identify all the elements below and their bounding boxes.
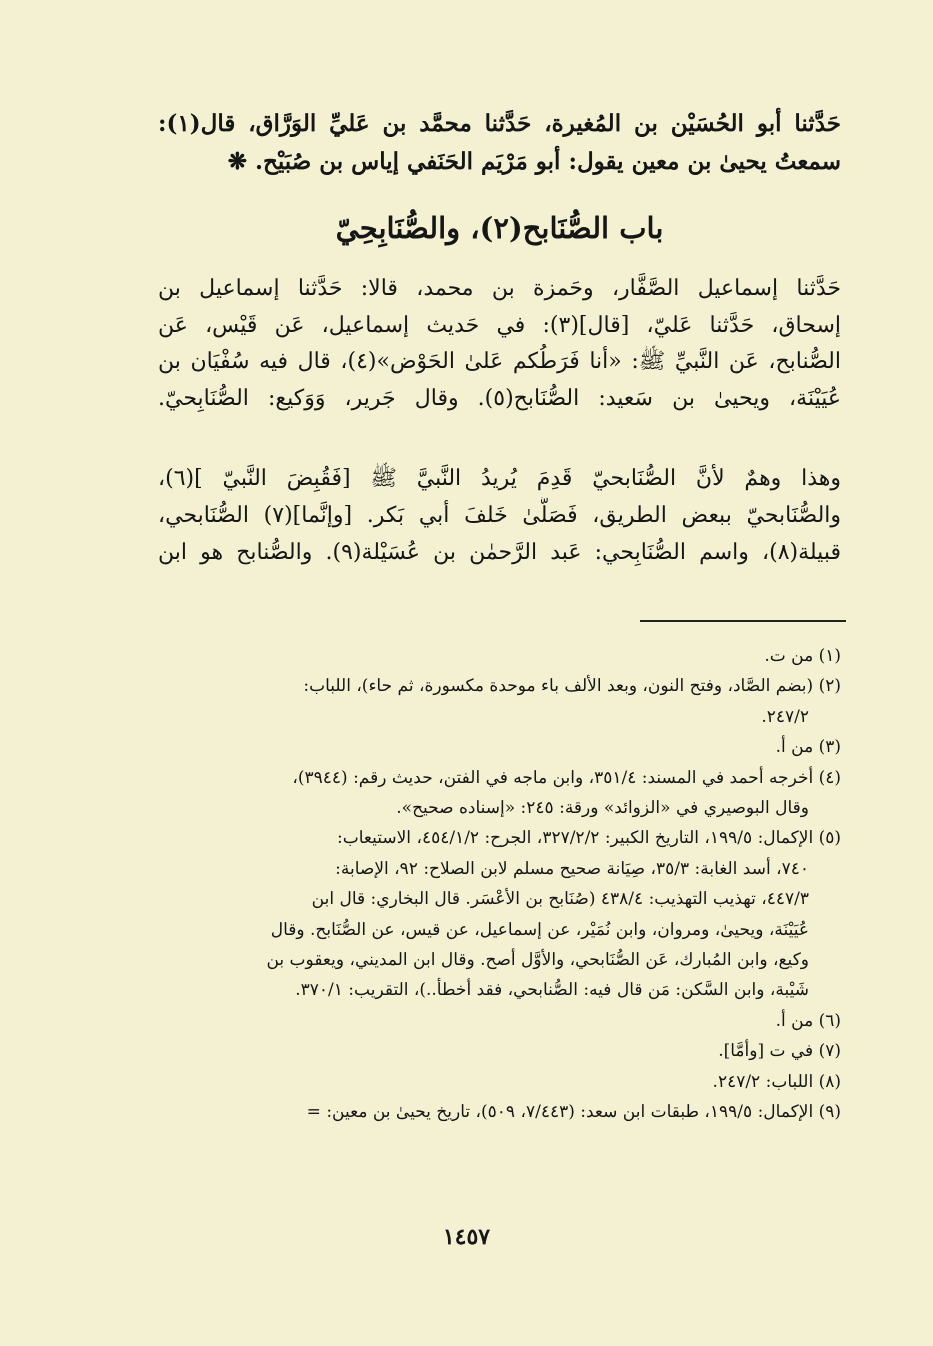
paragraph-1 xyxy=(158,271,841,417)
footnote-5-cont-1: ٧٤٠، أسد الغابة: ٣٥/٣، صِيَانة صحيح مسلم لابن الصلاح: ٩٢، الإصابة: xyxy=(335,858,809,879)
footnote-6: (٦) من أ. xyxy=(775,1010,841,1031)
page-number: ١٤٥٧ xyxy=(442,1224,491,1250)
footnote-5-cont-2: ٤٤٧/٣، تهذيب التهذيب: ٤٣٨/٤ (صُنَابح بن الأعْسَر. قال البخاري: قال ابن xyxy=(311,889,809,910)
footnote-5: (٥) الإكمال: ١٩٩/٥، التاريخ الكبير: ٣٢٧/٢/٢، الجرح: ٤٥٤/١/٢، الاستيعاب: xyxy=(337,828,841,849)
footnotes xyxy=(128,641,841,1128)
paragraph-1-line-2: إسحاق، حَدَّثنا عَليّ، [قال](٣): في حَديث إسماعيل، عَن قَيْس، عَن xyxy=(158,312,841,338)
intro-line-2: سمعتُ يحيىٰ بن معين يقول: أبو مَرْيَم الحَنَفي إياس بن صُبَيْح. ❋ xyxy=(227,148,841,175)
intro-paragraph xyxy=(158,105,841,181)
footnote-separator xyxy=(640,620,846,622)
footnote-5-cont-3: عُيَيْنَة، ويحيىٰ، ومروان، وابن نُمَيْر، عن إسماعيل، عن قيس، عن الصُّنَابح. وقال xyxy=(270,919,809,940)
paragraph-2 xyxy=(158,460,841,571)
paragraph-1-line-4: عُيَيْنَة، ويحيىٰ بن سَعيد: الصُّنَابح(٥). وقال جَرير، وَوَكيع: الصُّنَابِحيّ. xyxy=(158,385,841,411)
paragraph-2-line-1: وهذا وهمٌ لأنَّ الصُّنَابحيّ قَدِمَ يُريدُ النَّبيَّ ﷺ [فَقُبِضَ النَّبيّ ](٦)، xyxy=(158,466,841,491)
paragraph-2-line-2: والصُّنَابحيّ ببعض الطريق، فَصَلَّىٰ خَلفَ أبي بَكر. [وإنَّما](٧) الصُّنَابحي، xyxy=(158,503,841,528)
footnote-2: (٢) (بضم الصَّاد، وفتح النون، وبعد الألف باء موحدة مكسورة، ثم حاء)، اللباب: xyxy=(303,676,841,697)
footnote-4: (٤) أخرجه أحمد في المسند: ٣٥١/٤، وابن ماجه في الفتن، حديث رقم: (٣٩٤٤)، xyxy=(292,767,841,788)
paragraph-2-line-3: قبيلة(٨)، واسم الصُّنَابِحي: عَبد الرَّحمٰن بن عُسَيْلة(٩). والصُّنابح هو ابن xyxy=(158,540,841,565)
intro-line-1: حَدَّثنا أبو الحُسَيْن بن المُغيرة، حَدَّثنا محمَّد بن عَليِّ الوَرَّاق، قال(١): xyxy=(158,110,841,137)
footnote-5-cont-5: شَيْبة، وابن السَّكن: مَن قال فيه: الصُّنابحي، فقد أخطأ..)، التقريب: ٣٧٠/١. xyxy=(295,980,809,1001)
footnote-4-cont: وقال البوصيري في «الزوائد» ورقة: ٢٤٥: «إسناده صحيح». xyxy=(396,798,809,819)
footnote-8: (٨) اللباب: ٢٤٧/٢. xyxy=(712,1071,841,1092)
footnote-9: (٩) الإكمال: ١٩٩/٥، طبقات ابن سعد: (٧/٤٤٣، ٥٠٩)، تاريخ يحيىٰ بن معين: = xyxy=(306,1102,841,1123)
footnote-7: (٧) في ت [وأمَّا]. xyxy=(718,1041,841,1062)
footnote-1: (١) من ت. xyxy=(764,646,841,666)
paragraph-1-line-1: حَدَّثنا إسماعيل الصَّفَّار، وحَمزة بن محمد، قالا: حَدَّثنا إسماعيل بن xyxy=(158,276,841,301)
paragraph-1-line-3: الصُّنابح، عَن النَّبيِّ ﷺ: «أنا فَرَطُكم عَلىٰ الحَوْض»(٤)، قال فيه سُفْيَان بن xyxy=(158,349,841,374)
chapter-heading: باب الصُّنَابح(٢)، والصُّنَابِحِيّ xyxy=(335,211,664,245)
footnote-5-cont-4: وكيع، وابن المُبارك، عَن الصُّنَابحي، والأوَّل أصح. وقال ابن المديني، ويعقوب بن xyxy=(266,950,809,971)
footnote-3: (٣) من أ. xyxy=(775,737,841,758)
footnote-2-cont: ٢٤٧/٢. xyxy=(761,706,809,727)
